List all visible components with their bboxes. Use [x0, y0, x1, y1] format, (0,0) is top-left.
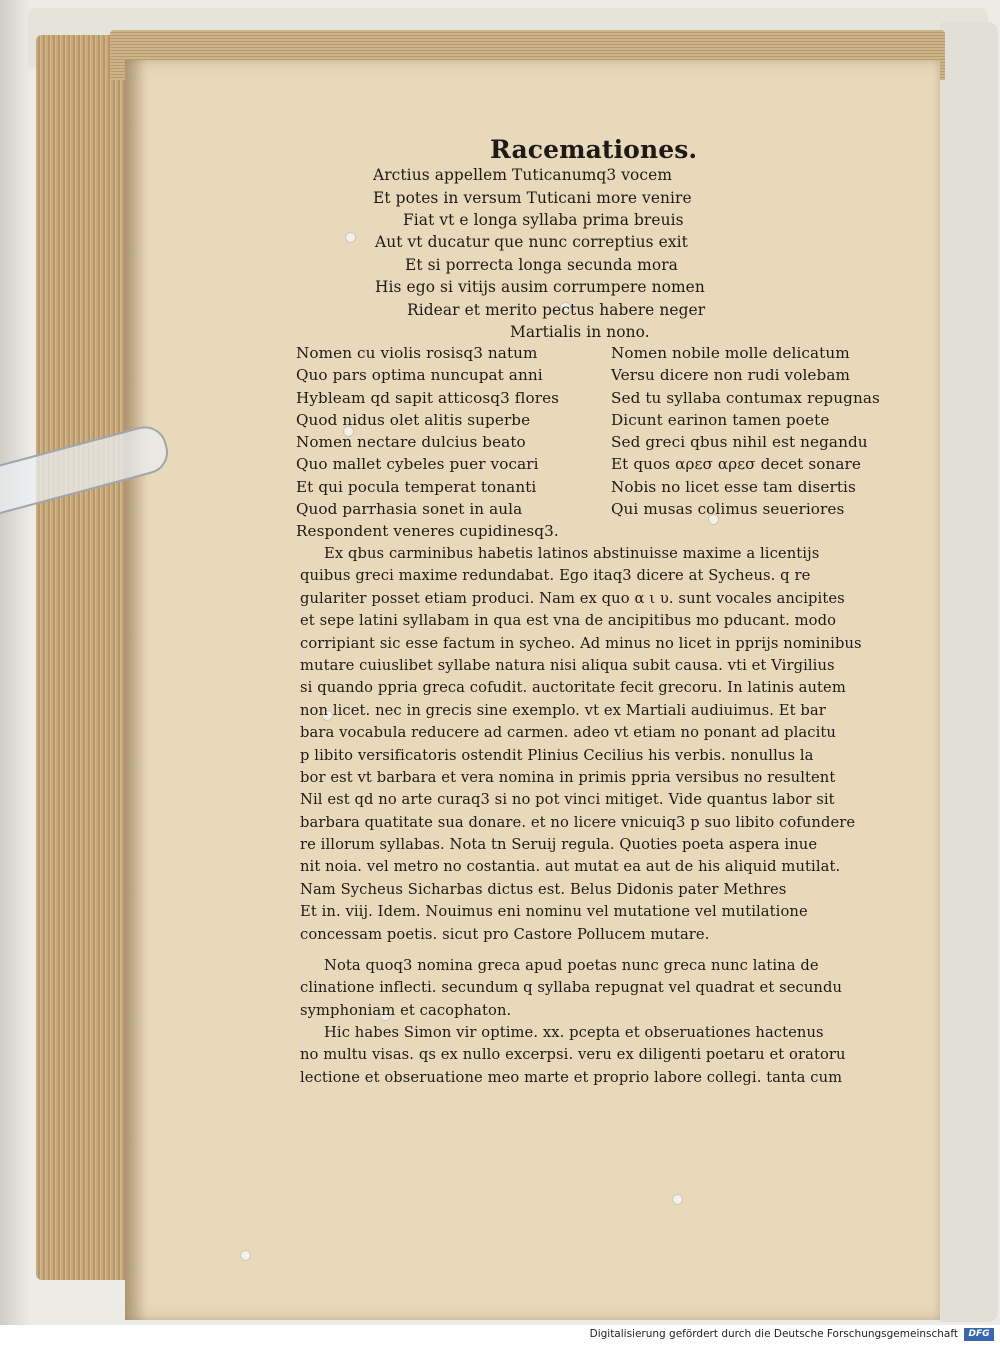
- poem-line: Quod nidus olet alitis superbe: [296, 410, 531, 429]
- verse-line: Arctius appellem Tuticanumq3 vocem: [373, 166, 673, 184]
- poem-column-left: [296, 342, 559, 543]
- scan-edge-shadow: [0, 0, 30, 1325]
- poem-line: Sed tu syllaba contumax repugnas: [611, 388, 880, 407]
- prose-line: clinatione inflecti. secundum q syllaba repugnat vel quadrat et secundu: [300, 979, 843, 997]
- poem-line: Quo pars optima nuncupat anni: [296, 366, 543, 385]
- prose-line: re illorum syllabas. Nota tn Seruij regula. Quoties poeta aspera inue: [300, 836, 818, 854]
- book-page-edges: [36, 35, 128, 1280]
- verse-line: His ego si vitijs ausim corrumpere nomen: [375, 278, 705, 296]
- page-title: Racemationes.: [490, 135, 698, 164]
- prose-line: bara vocabula reducere ad carmen. adeo vt etiam no ponant ad placitu: [300, 724, 836, 742]
- prose-line: concessam poetis. sicut pro Castore Pollucem mutare.: [300, 925, 710, 943]
- prose-line: nit noia. vel metro no costantia. aut mutat ea aut de his aliquid mutilat.: [300, 858, 841, 876]
- prose-paragraph: [300, 1022, 846, 1089]
- book-cover-right: [940, 22, 998, 1322]
- prose-line: lectione et obseruatione meo marte et proprio labore collegi. tanta cum: [300, 1068, 843, 1086]
- poem-line: Versu dicere non rudi volebam: [611, 366, 851, 385]
- prose-line: et sepe latini syllabam in qua est vna de ancipitibus mo pducant. modo: [300, 612, 837, 630]
- prose-line: quibus greci maxime redundabat. Ego itaq3 dicere at Sycheus. q re: [300, 567, 811, 585]
- poem-line: Sed greci qbus nihil est negandu: [611, 433, 868, 452]
- page-gutter-shadow: [125, 60, 147, 1320]
- poem-line: Et qui pocula temperat tonanti: [296, 477, 537, 496]
- prose-line: non licet. nec in grecis sine exemplo. vt ex Martiali audiuimus. Et bar: [300, 701, 826, 719]
- poem-line: Quo mallet cybeles puer vocari: [296, 455, 539, 474]
- prose-line: Hic habes Simon vir optime. xx. pcepta et obseruationes hactenus: [324, 1024, 824, 1041]
- verse-line: Et si porrecta longa secunda mora: [405, 256, 678, 274]
- prose-paragraph: [300, 955, 842, 1022]
- poem-line: Hybleam qd sapit atticosq3 flores: [296, 388, 560, 407]
- prose-line: mutare cuiuslibet syllabe natura nisi aliqua subit causa. vti et Virgilius: [300, 656, 835, 674]
- verse-line: Fiat vt e longa syllaba prima breuis: [403, 211, 684, 229]
- prose-line: symphoniam et cacophaton.: [300, 1001, 512, 1019]
- poem-line: Et quos αρεσ αρεσ decet sonare: [611, 455, 861, 474]
- dfg-logo: DFG: [964, 1328, 994, 1341]
- poem-line: Nomen cu violis rosisq3 natum: [296, 344, 538, 362]
- poem-line: Dicunt earinon tamen poete: [611, 410, 830, 429]
- poem-line: Nomen nectare dulcius beato: [296, 433, 526, 452]
- poem-line: Respondent veneres cupidinesq3.: [296, 522, 559, 541]
- page-hole: [240, 1250, 251, 1261]
- prose-line: bor est vt barbara et vera nomina in primis ppria versibus no resultent: [300, 768, 836, 786]
- prose-line: si quando ppria greca cofudit. auctoritate fecit grecoru. In latinis autem: [300, 679, 846, 697]
- verse-line: Et potes in versum Tuticani more venire: [373, 189, 692, 207]
- prose-line: gulariter posset etiam produci. Nam ex quo α ι υ. sunt vocales ancipites: [300, 589, 845, 607]
- page-hole: [345, 232, 356, 243]
- poem-column-right: [611, 342, 880, 520]
- poem-line: Qui musas colimus seueriores: [611, 500, 845, 519]
- prose-line: Nam Sycheus Sicharbas dictus est. Belus Didonis pater Methres: [300, 880, 787, 898]
- prose-line: no multu visas. qs ex nullo excerpsi. veru ex diligenti poetaru et oratoru: [300, 1046, 846, 1064]
- poem-line: Nomen nobile molle delicatum: [611, 344, 850, 362]
- prose-line: Ex qbus carminibus habetis latinos abstinuisse maxime a licentijs: [324, 545, 820, 562]
- prose-line: corripiant sic esse factum in sycheo. Ad minus no licet in pprijs nominibus: [300, 634, 862, 652]
- verse-line: Aut vt ducatur que nunc correptius exit: [375, 233, 688, 251]
- prose-line: Nil est qd no arte curaq3 si no pot vinci mitiget. Vide quantus labor sit: [300, 791, 835, 809]
- prose-line: Et in. viij. Idem. Nouimus eni nominu vel mutatione vel mutilatione: [300, 903, 808, 921]
- prose-line: p libito versificatoris ostendit Plinius Cecilius his verbis. nonullus la: [300, 746, 814, 764]
- poem-line: Quod parrhasia sonet in aula: [296, 500, 523, 519]
- poem-line: Nobis no licet esse tam disertis: [611, 477, 856, 496]
- page-hole: [672, 1194, 683, 1205]
- prose-line: Nota quoq3 nomina greca apud poetas nunc greca nunc latina de: [324, 957, 819, 974]
- funding-credit: Digitalisierung gefördert durch die Deutsche Forschungsgemeinschaft: [589, 1328, 958, 1340]
- footer-bar: [0, 1325, 1000, 1345]
- verse-heading: Martialis in nono.: [510, 323, 650, 341]
- prose-paragraph: [300, 543, 862, 946]
- verse-line: Ridear et merito pectus habere neger: [407, 301, 706, 319]
- prose-line: barbara quatitate sua donare. et no licere vnicuiq3 p suo libito cofundere: [300, 813, 856, 831]
